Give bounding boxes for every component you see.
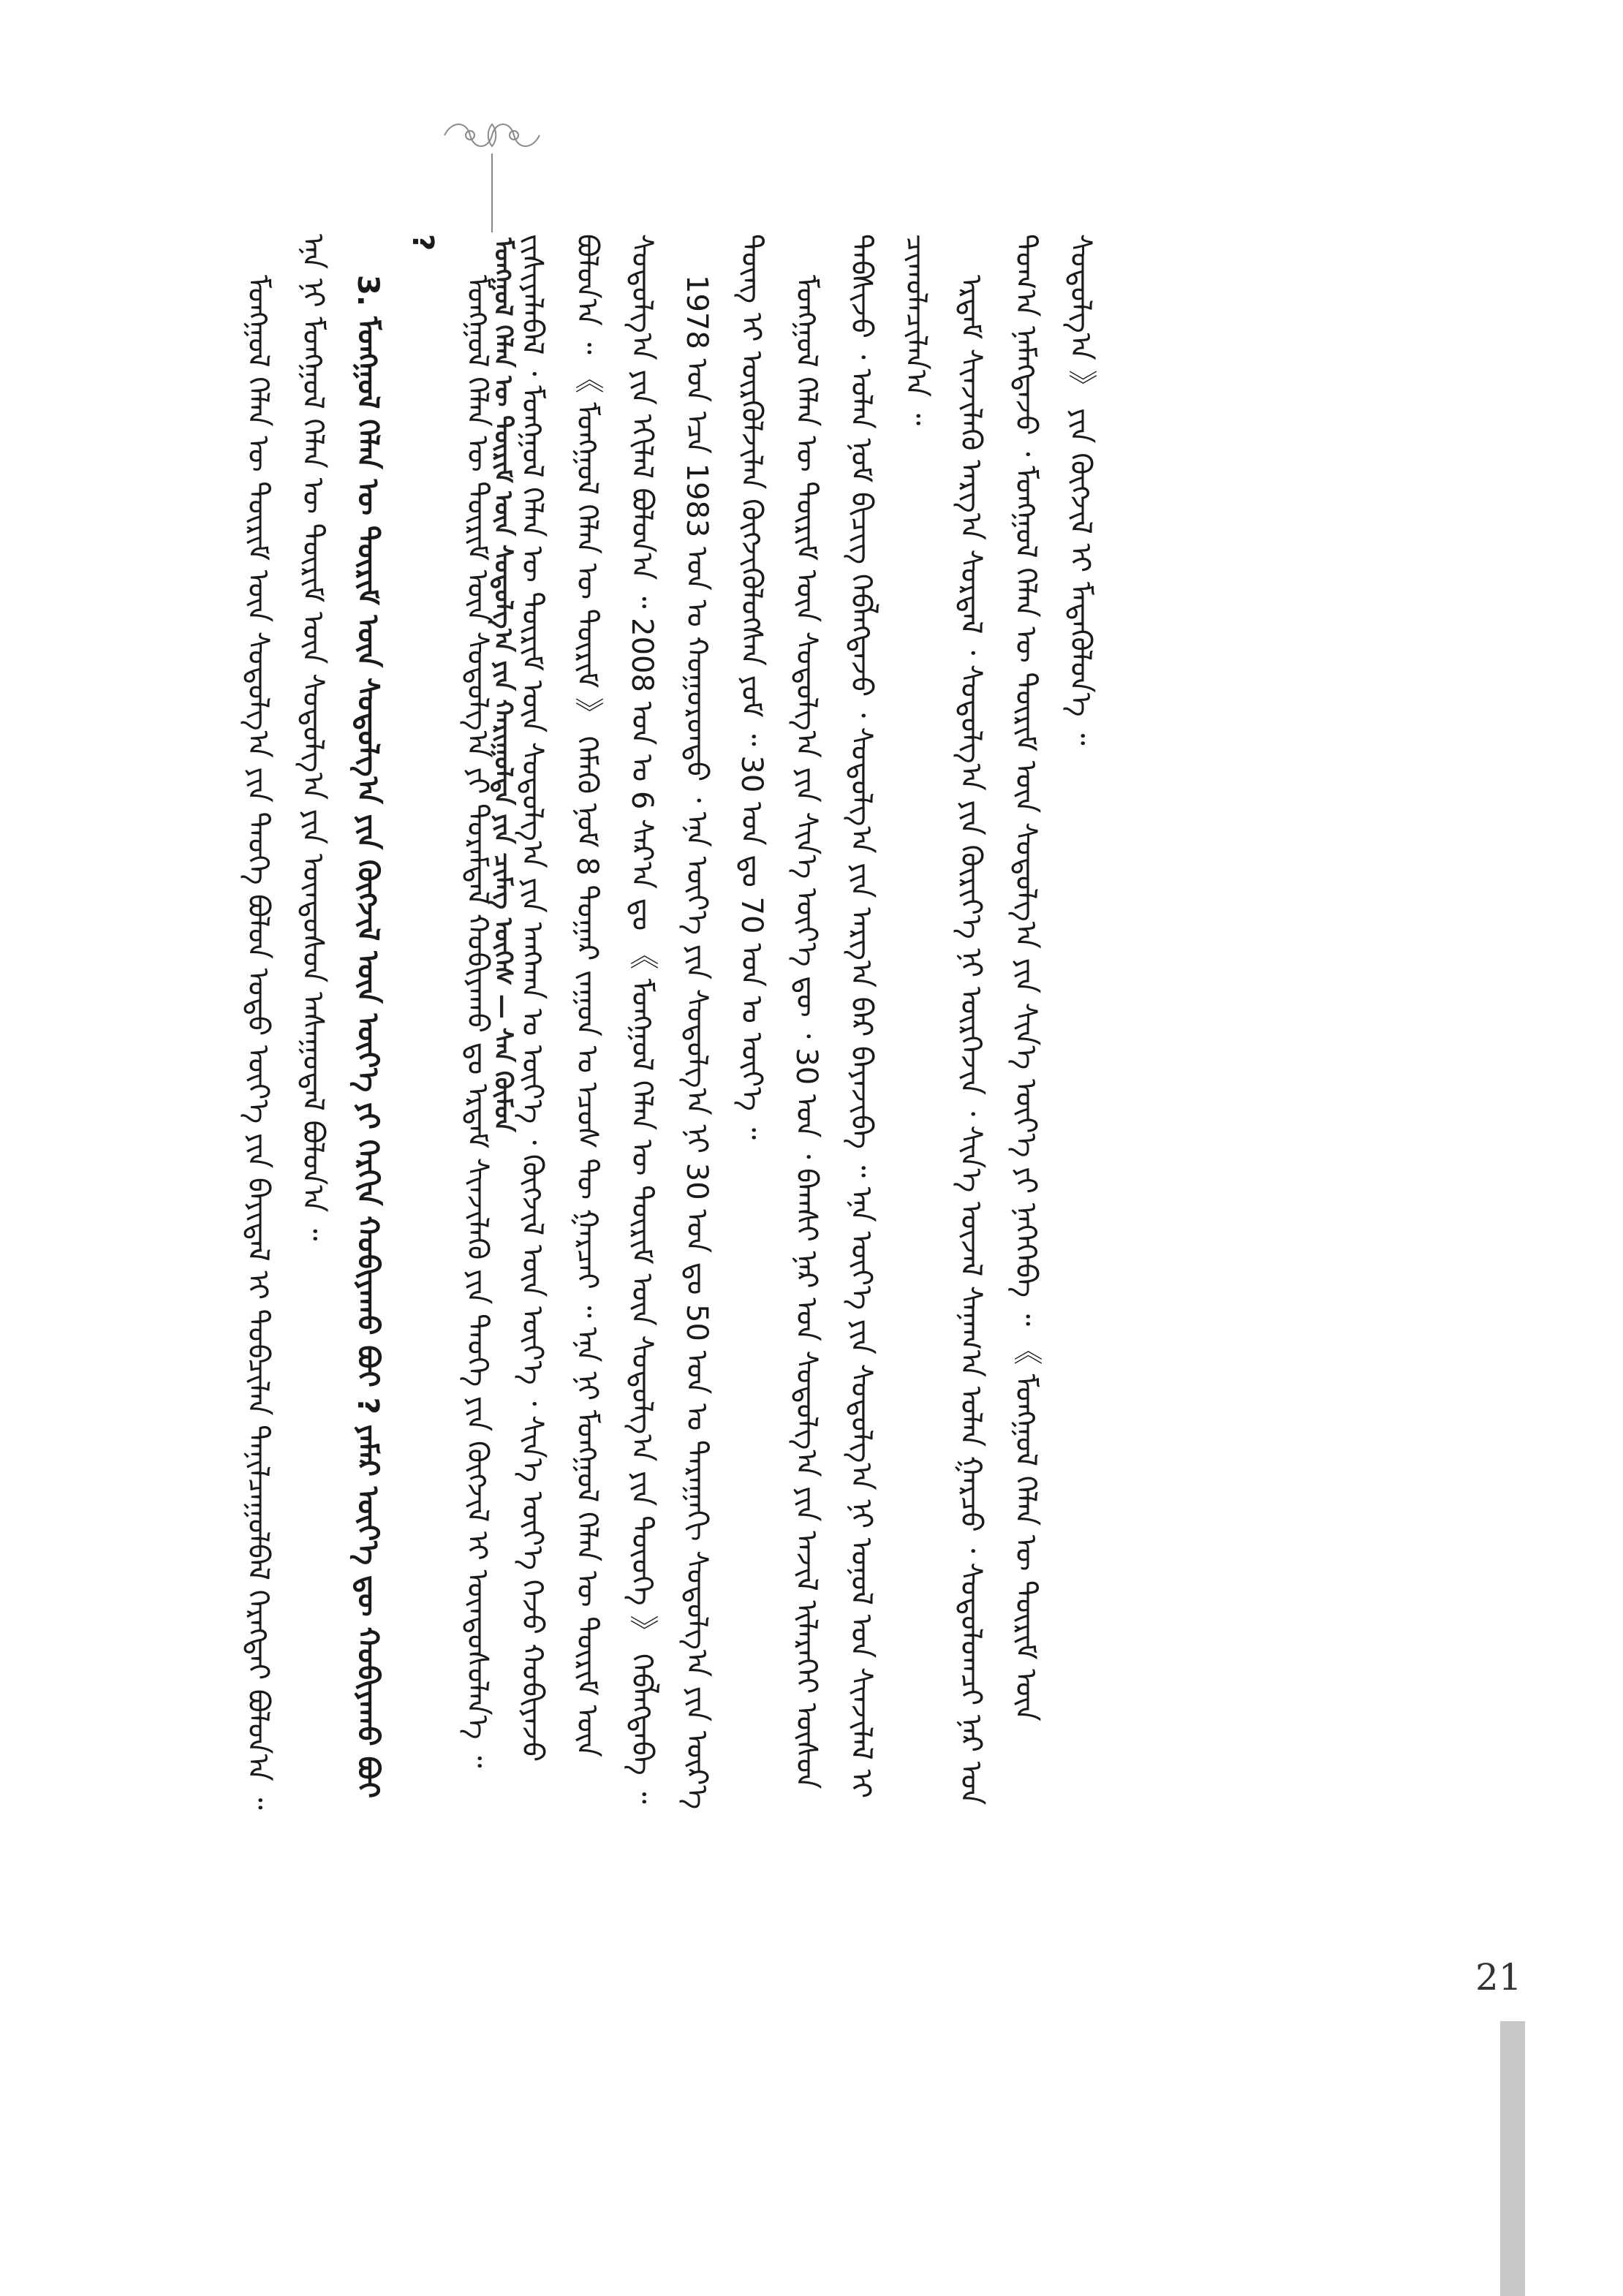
paragraph-3: 1978 ᠣᠨ ᠡᠴᠡ 1983 ᠣᠨ ᠤ ᠬᠤᠭᠤᠷᠤᠨᠳᠤ ᠂ ᠡᠨᠡ ᠦᠶ᠎ᠡ ᠶᠢᠨ ᠰᠤᠳᠤᠯᠭ᠎ᠠ ᠨᠢ 30 ᠣᠨ ᠳᠤ 50 ᠣᠨ ᠤ ᠳᠠᠷᠠᠭᠠᠬᠢ ᠰᠤᠳᠤᠯᠭ᠎ᠠ ᠶᠢᠨ ᠦᠷ᠎ᠡ ᠳᠦᠩ ᠢ ᠦᠷᠭᠦᠯᠵᠢᠯᠡᠨ ᠬᠦᠭᠵᠢᠭᠦᠯᠦᠭᠰᠡᠨ ᠶᠤᠮ ᠃ 30 ᠣᠨ ᠳᠤ 70 ᠣᠨ ᠤ ᠦᠶ᠎ᠡ ᠃ [680, 234, 768, 1810]
section-heading: 3. ᠮᠣᠩᠭᠣᠯ ᠬᠡᠯᠡᠨ ᠦ ᠳᠦᠷᠢᠮ ᠦᠨ ᠰᠤᠳᠤᠯᠭ᠎ᠠ ᠶᠢᠨ ᠬᠦᠭᠵᠢᠯ ᠦᠨ ᠦᠶ᠎ᠡ ᠶᠢ ᠬᠡᠷᠬᠢᠨ ᠬᠤᠪᠢᠶᠠᠬᠤ ᠪᠤᠢ ? ᠶᠠᠮᠠᠷ ᠦᠶ᠎ᠡ ᠳᠦ ᠬᠤᠪᠢᠶᠠᠬᠤ ᠪᠤᠢ ? [351, 234, 439, 1799]
side-tab-bar [1500, 2021, 1525, 2296]
paragraph-4: ᠮᠣᠩᠭᠣᠯ ᠬᠡᠯᠡᠨ ᠦ ᠳᠦᠷᠢᠮ ᠦᠨ ᠰᠤᠳᠤᠯᠭ᠎ᠠ ᠶᠢᠨ ᠰᠢᠨ᠎ᠡ ᠦᠶ᠎ᠡ ᠳᠦ ᠂ 30 ᠣᠨ ᠂ ᠪᠠᠭᠰᠢ ᠨᠠᠷ ᠤᠨ ᠰᠤᠳᠤᠯᠭ᠎ᠠ ᠶᠢᠨ ᠠᠵᠢᠯ ᠢᠯᠡᠷᠡᠬᠡᠢ ᠥᠰᠦᠨ ᠳᠡᠪᠰᠢᠵᠦ ᠂ ᠣᠯᠠᠨ ᠨᠣᠮ ᠪᠢᠴᠢᠭ ᠬᠡᠪᠯᠡᠭᠳᠡᠵᠦ ᠂ ᠰᠤᠳᠤᠯᠭ᠎ᠠ ᠶᠢᠨ ᠠᠷᠭ᠎ᠠ ᠪᠠᠷ ᠪᠠᠶᠠᠵᠢᠪᠠ ᠃ ᠡᠨᠡ ᠦᠶ᠎ᠡ ᠶᠢᠨ ᠰᠤᠳᠤᠯᠭ᠎ᠠ ᠨᠢ ᠣᠨᠣᠯ ᠤᠨ ᠰᠢᠨᠵᠢᠯᠡᠯ ᠢ ᠴᠢᠬᠤᠯᠠᠴᠢᠯᠠᠨ᠎ᠠ ᠃ [790, 234, 933, 1799]
header-rule [491, 154, 493, 232]
page-number: 21 [1475, 1956, 1522, 1998]
paragraph-1: ᠮᠣᠩᠭᠣᠯ ᠬᠡᠯᠡᠨ ᠦ ᠳᠦᠷᠢᠮ ᠦᠨ ᠰᠤᠳᠤᠯᠭ᠎ᠠ ᠶᠢᠨ ᠲᠡᠦᠬᠡ ᠪᠣᠯᠤᠨ ᠣᠳᠣ ᠦᠶ᠎ᠡ ᠶᠢᠨ ᠪᠠᠶᠢᠳᠠᠯ ᠢ ᠲᠣᠪᠴᠢᠯᠠᠨ ᠲᠠᠨᠢᠯᠴᠠᠭᠤᠯᠪᠠᠯ ᠬᠡᠷᠡᠭᠲᠡᠢ ᠪᠣᠯᠤᠨ᠎ᠠ ᠃ ᠡᠨᠡ ᠨᠢ ᠮᠣᠩᠭᠣᠯ ᠬᠡᠯᠡᠨ ᠦ ᠳᠦᠷᠢᠮ ᠦᠨ ᠰᠤᠳᠤᠯᠭ᠎ᠠ ᠶᠢᠨ ᠦᠨᠳᠦᠰᠦᠨ ᠠᠰᠠᠭᠤᠳᠠᠯ ᠪᠣᠯᠤᠨ᠎ᠠ ᠃ [241, 234, 330, 1810]
paragraph-2: ᠮᠣᠩᠭᠣᠯ ᠬᠡᠯᠡᠨ ᠦ ᠳᠦᠷᠢᠮ ᠦᠨ ᠰᠤᠳᠤᠯᠭ᠎ᠠ ᠶᠢ ᠳᠤᠷᠠᠮᠳᠠᠯ ᠬᠤᠪᠢᠶᠠᠬᠤ ᠳᠤ ᠡᠷᠳᠡᠮ ᠰᠢᠨᠵᠢᠯᠡᠬᠦ ᠶᠢᠨ ᠲᠡᠦᠬᠡ ᠶᠢᠨ ᠬᠦᠭᠵᠢᠯ ᠢ ᠦᠨᠳᠦᠰᠦᠯᠡᠨ᠎ᠡ ᠃ ᠵᠢᠱᠢᠶᠡᠯᠡᠪᠡᠯ ᠂ ᠮᠣᠩᠭᠣᠯ ᠬᠡᠯᠡᠨ ᠦ ᠳᠦᠷᠢᠮ ᠦᠨ ᠰᠤᠳᠤᠯᠭ᠎ᠠ ᠶᠢᠨ ᠠᠩᠬᠠᠨ ᠤ ᠦᠶ᠎ᠡ ᠂ ᠬᠦᠭᠵᠢᠯ ᠦᠨ ᠦᠶ᠎ᠡ ᠂ ᠰᠢᠨ᠎ᠡ ᠦᠶ᠎ᠡ ᠭᠡᠵᠦ ᠬᠤᠪᠢᠶᠠᠵᠤ ᠪᠣᠯᠤᠨ᠎ᠠ ᠃ 《 ᠮᠣᠩᠭᠣᠯ ᠬᠡᠯᠡᠨ ᠦ ᠳᠦᠷᠢᠮ 》 ᠬᠡᠮᠡᠬᠦ ᠨᠣᠮ 8 ᠳᠤᠭᠠᠷ ᠵᠠᠭᠤᠨ ᠤ ᠡᠴᠦᠰ ᠲᠦ ᠭᠠᠷᠴᠠᠢ ᠃ ᠡᠨᠡ ᠨᠢ ᠮᠣᠩᠭᠣᠯ ᠬᠡᠯᠡᠨ ᠦ ᠳᠦᠷᠢᠮ ᠦᠨ ᠰᠤᠳᠤᠯᠭ᠎ᠠ ᠶᠢᠨ ᠡᠬᠢᠯᠡᠯ ᠪᠣᠯᠤᠨ᠎ᠠ ᠃ 2008 ᠣᠨ ᠤ 6 ᠰᠠᠷ᠎ᠠ ᠳᠤ 《 ᠮᠣᠩᠭᠣᠯ ᠬᠡᠯᠡᠨ ᠦ ᠳᠦᠷᠢᠮ ᠦᠨ ᠰᠤᠳᠤᠯᠭ᠎ᠠ ᠶᠢᠨ ᠲᠦᠦᠬᠡ 》 ᠬᠡᠪᠯᠡᠭᠳᠡᠪᠡ ᠃ [461, 234, 659, 1804]
running-header: ᠮᠣᠩᠭᠣᠯ ᠬᠡᠯᠡᠨ ᠦ ᠳᠦᠷᠢᠮ ᠦᠨ ᠰᠤᠳᠤᠯᠭ᠎ᠠ ᠶᠢᠨ ᠬᠠᠷᠢᠭᠤᠯᠲᠠ ᠶᠢᠨ ᠴᠢᠮᠡᠭ ᠦᠭᠡᠰ — ᠰᠠᠨ ᠬᠦᠮᠦᠨ [488, 238, 518, 1132]
ornament-flourish-icon [437, 117, 547, 154]
paragraph-5: ᠡᠷᠳᠡᠮ ᠰᠢᠨᠵᠢᠯᠡᠬᠦ ᠠᠷᠭ᠎ᠠ ᠰᠤᠷᠲᠠᠯ ᠂ ᠰᠤᠳᠤᠯᠭ᠎ᠠ ᠶᠢᠨ ᠬᠦᠷᠢᠶ᠎ᠡ ᠨᠢ ᠥᠷᠭᠡᠵᠢᠨ ᠂ ᠰᠢᠨ᠎ᠡ ᠦᠵᠡᠯ ᠰᠠᠨᠠᠭ᠎ᠠ ᠣᠯᠠᠨ ᠭᠠᠷᠴᠤ ᠂ ᠰᠤᠳᠤᠯᠤᠭᠴᠢ ᠨᠠᠷ ᠤᠨ ᠲᠣᠭ᠎ᠠ ᠨᠡᠮᠡᠭᠳᠡᠵᠦ ᠂ ᠮᠣᠩᠭᠣᠯ ᠬᠡᠯᠡᠨ ᠦ ᠳᠦᠷᠢᠮ ᠦᠨ ᠰᠤᠳᠤᠯᠭ᠎ᠠ ᠶᠢᠨ ᠰᠢᠨ᠎ᠡ ᠦᠶ᠎ᠡ ᠶᠢ ᠨᠡᠭᠡᠭᠡᠪᠡ ᠃ 《 ᠮᠣᠩᠭᠣᠯ ᠬᠡᠯᠡᠨ ᠦ ᠳᠦᠷᠢᠮ ᠦᠨ ᠰᠤᠳᠤᠯᠭ᠎ᠠ 》 ᠶᠢᠨ ᠬᠦᠭᠵᠢᠯ ᠢ ᠮᠡᠳᠡᠭᠦᠯᠦᠨ᠎ᠡ ᠃ [954, 234, 1097, 1806]
body-text [230, 234, 1444, 1813]
